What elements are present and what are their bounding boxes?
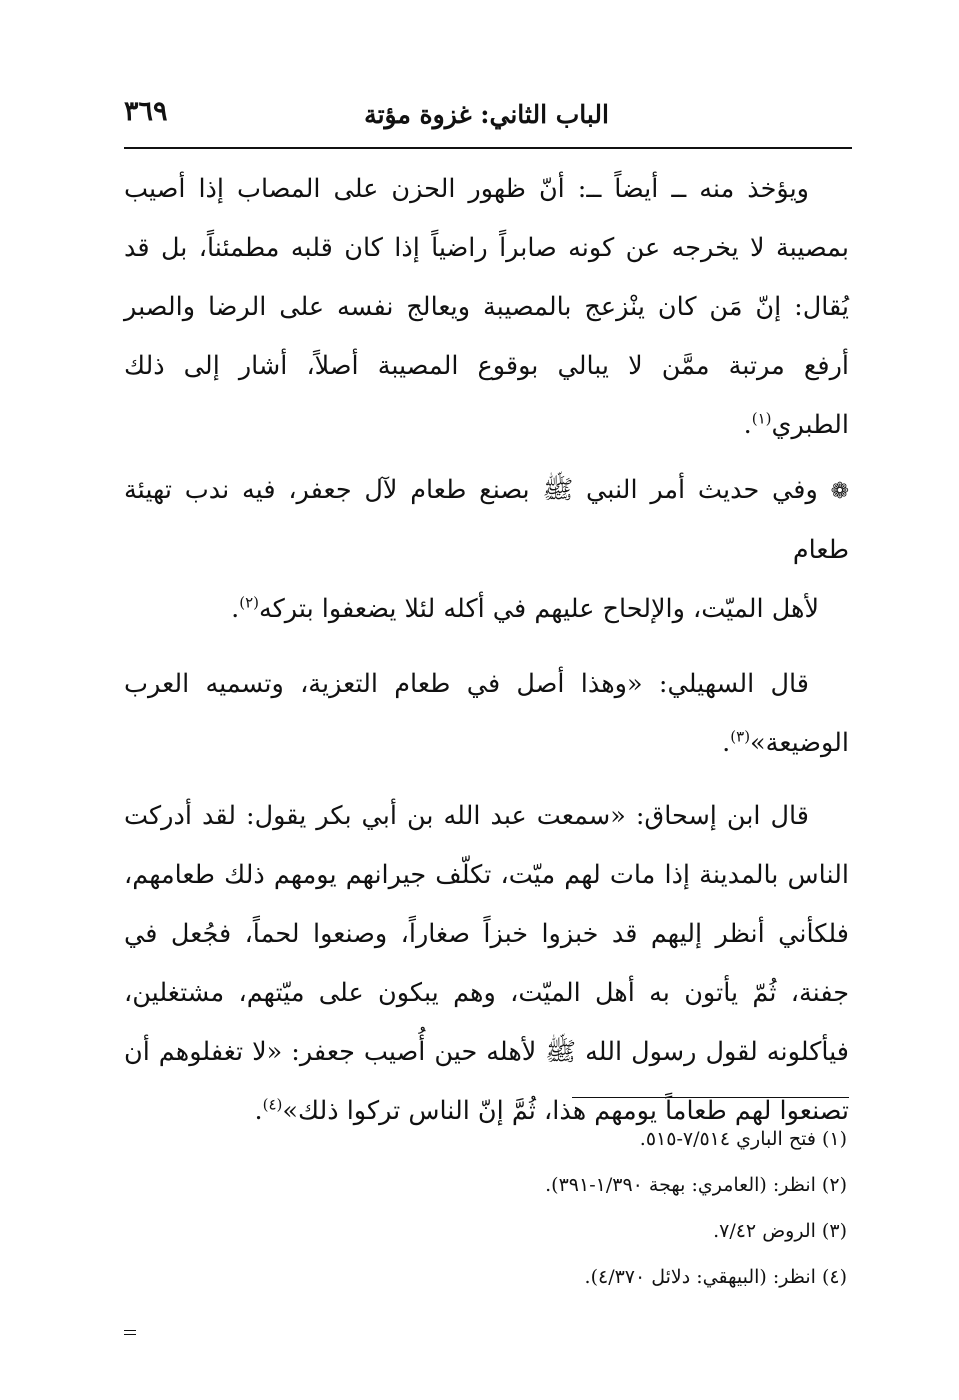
- page-header: [124, 94, 849, 144]
- body-text: [124, 160, 849, 1141]
- footnote-3: (٣) الروض ٧/٤٢.: [713, 1220, 847, 1242]
- footnote-rule: [572, 1097, 849, 1098]
- footnote-ref-1: (١): [751, 409, 772, 428]
- paragraph-4: قال ابن إسحاق: «سمعت عبد الله بن أبي بكر يقول: لقد أدركت الناس بالمدينة إذا مات لهم ميّت، تكلّف جيرانهم يومهم ذلك طعامهم، فلكأني أنظر إليهم قد خبزوا خبزاً صغاراً، وصنعوا لحماً، فجُعل في جفنة، ثُمّ يأتون به أهل الميّت، وهم يبكون على ميّتهم، مشتغلين، فيأكلونه لقول رسول الله ﷺ لأهله حين أُصيب جعفر: «لا تغفلوهم أن تصنعوا لهم طعاماً يومهم هذا، ثُمَّ إنّ الناس تركوا ذلك»$^{(٤)}$.: [124, 801, 849, 1126]
- paragraph-2: [124, 461, 849, 639]
- corner-mark: [124, 1330, 136, 1331]
- footnote-ref-3: (٣): [730, 727, 751, 746]
- flower-bullet-icon: ❁: [830, 479, 849, 504]
- running-title: الباب الثاني: غزوة مؤتة: [364, 100, 609, 129]
- paragraph-2-continuation: لأهل الميّت، والإلحاح عليهم في أكله لئلا يضعفوا بتركه$^{(٢)}$.: [231, 593, 819, 624]
- paragraph-2-cont-text: لأهل الميّت، والإلحاح عليهم في أكله لئلا يضعفوا بتركه: [259, 594, 819, 624]
- paragraph-4-text: قال ابن إسحاق: «سمعت عبد الله بن أبي بكر يقول: لقد أدركت الناس بالمدينة إذا مات لهم ميّت، تكلّف جيرانهم يومهم ذلك طعامهم، فلكأني أنظر إليهم قد خبزوا خبزاً صغاراً، وصنعوا لحماً، فجُعل في جفنة، ثُمّ يأتون به أهل الميّت، وهم يبكون على ميّتهم، مشتغلين، فيأكلونه لقول رسول الله ﷺ لأهله حين أُصيب جعفر: «لا تغفلوهم أن تصنعوا لهم طعاماً يومهم هذا، ثُمَّ إنّ الناس تركوا ذلك»: [124, 801, 849, 1126]
- footnote-1: (١) فتح الباري ٧/٥١٤-٥١٥.: [639, 1128, 847, 1150]
- header-rule: [124, 147, 852, 149]
- paragraph-3-text: قال السهيلي: «وهذا أصل في طعام التعزية، وتسميه العرب الوضيعة»: [124, 669, 849, 758]
- paragraph-1: ويؤخذ منه ــ أيضاً ــ: أنّ ظهور الحزن على المصاب إذا أصيب بمصيبة لا يخرجه عن كونه صابراً راضياً إذا كان قلبه مطمئناً، بل قد يُقال: إنّ مَن كان ينْزعج بالمصيبة ويعالج نفسه على الرضا والصبر أرفع مرتبة ممَّن لا يبالي بوقوع المصيبة أصلاً، أشار إلى ذلك الطبري$^{(١)}$.: [124, 174, 849, 440]
- footnotes: [124, 1116, 849, 1300]
- footnote-ref-2: (٢): [239, 593, 259, 612]
- footnote-4: (٤) انظر: (البيهقي: دلائل ٤/٣٧٠).: [584, 1266, 847, 1288]
- footnote-2: (٢) انظر: (العامري: بهجة ١/٣٩٠-٣٩١).: [545, 1174, 847, 1196]
- footnote-ref-4: (٤): [262, 1095, 283, 1114]
- paragraph-2-lead: وفي حديث أمر النبي ﷺ بصنع طعام لآل جعفر، فيه ندب تهيئة طعام: [124, 475, 849, 565]
- page-number: ٣٦٩: [124, 96, 168, 127]
- corner-mark-second-line: [124, 1334, 136, 1335]
- paragraph-3: قال السهيلي: «وهذا أصل في طعام التعزية، وتسميه العرب الوضيعة»$^{(٣)}$.: [124, 669, 849, 758]
- paragraph-1-text: ويؤخذ منه ــ أيضاً ــ: أنّ ظهور الحزن على المصاب إذا أصيب بمصيبة لا يخرجه عن كونه صابراً راضياً إذا كان قلبه مطمئناً، بل قد يُقال: إنّ مَن كان ينْزعج بالمصيبة ويعالج نفسه على الرضا والصبر أرفع مرتبة ممَّن لا يبالي بوقوع المصيبة أصلاً، أشار إلى ذلك الطبري: [124, 174, 849, 440]
